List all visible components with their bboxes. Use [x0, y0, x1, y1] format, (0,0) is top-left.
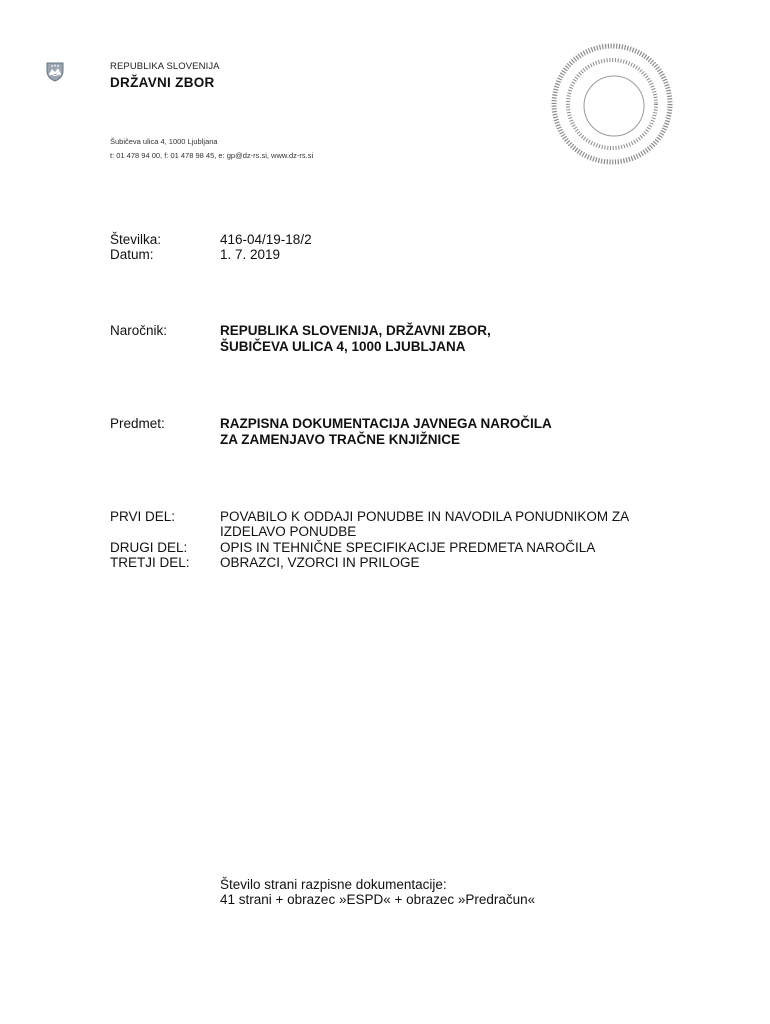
- client-line-1: REPUBLIKA SLOVENIJA, DRŽAVNI ZBOR,: [220, 323, 491, 338]
- letterhead-contact: t: 01 478 94 00, f: 01 478 98 45, e: gp@dz-rs.si, www.dz-rs.si: [110, 151, 314, 160]
- client-label: Naročnik:: [110, 323, 168, 338]
- part-3-label: TRETJI DEL:: [110, 555, 190, 570]
- pages-note-line-2: 41 strani + obrazec »ESPD« + obrazec »Predračun«: [220, 892, 536, 907]
- part-2-label: DRUGI DEL:: [110, 540, 188, 555]
- part-1-line-2: IZDELAVO PONUDBE: [220, 524, 357, 539]
- number-label: Številka:: [110, 232, 162, 247]
- part-2-line-1: OPIS IN TEHNIČNE SPECIFIKACIJE PREDMETA NAROČILA: [220, 540, 596, 555]
- number-value: 416-04/19-18/2: [220, 232, 312, 247]
- letterhead-address: Šubičeva ulica 4, 1000 Ljubljana: [110, 137, 218, 146]
- part-1-line-1: POVABILO K ODDAJI PONUDBE IN NAVODILA PONUDNIKOM ZA: [220, 509, 630, 524]
- part-1-label: PRVI DEL:: [110, 509, 176, 524]
- subject-line-2: ZA ZAMENJAVO TRAČNE KNJIŽNICE: [220, 432, 461, 447]
- part-3-line-1: OBRAZCI, VZORCI IN PRILOGE: [220, 555, 420, 570]
- official-round-stamp-icon: [540, 42, 680, 170]
- org-name-small: REPUBLIKA SLOVENIJA: [110, 61, 220, 72]
- client-line-2: ŠUBIČEVA ULICA 4, 1000 LJUBLJANA: [220, 339, 466, 354]
- subject-line-1: RAZPISNA DOKUMENTACIJA JAVNEGA NAROČILA: [220, 416, 552, 431]
- date-value: 1. 7. 2019: [220, 247, 281, 262]
- date-label: Datum:: [110, 247, 154, 262]
- pages-note-line-1: Število strani razpisne dokumentacije:: [220, 877, 447, 892]
- subject-label: Predmet:: [110, 416, 165, 431]
- slovenia-coat-of-arms-icon: [46, 62, 64, 82]
- org-name-large: DRŽAVNI ZBOR: [110, 75, 215, 90]
